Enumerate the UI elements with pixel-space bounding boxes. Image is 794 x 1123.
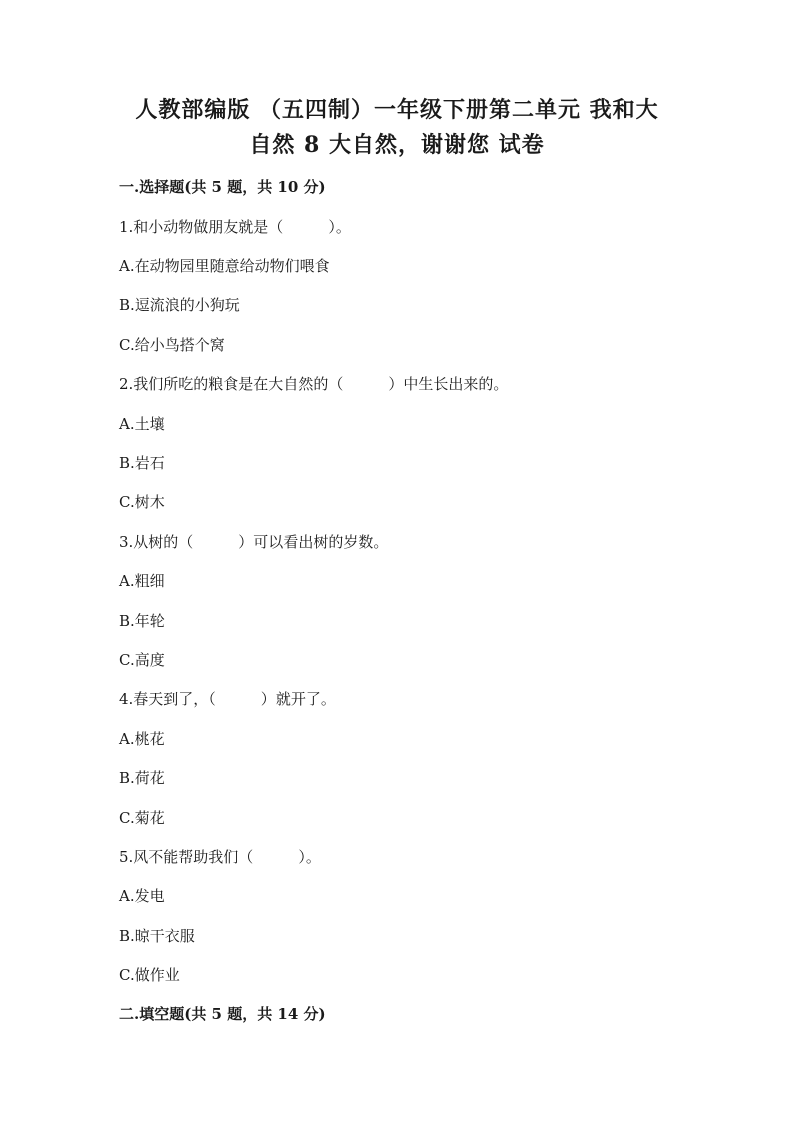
question-option: B.晾干衣服 <box>119 927 195 945</box>
page-title-line-1: 人教部编版 （五四制）一年级下册第二单元 我和大 <box>135 97 659 123</box>
question-option: A.土壤 <box>119 415 165 433</box>
question-stem: 3.从树的（ ）可以看出树的岁数。 <box>119 533 389 551</box>
question-option: A.桃花 <box>119 730 165 748</box>
question-option: A.发电 <box>119 887 165 905</box>
question-stem: 2.我们所吃的粮食是在大自然的（ ）中生长出来的。 <box>119 375 509 393</box>
question-option: B.逗流浪的小狗玩 <box>119 296 240 314</box>
question-option: B.年轮 <box>119 612 165 630</box>
page-title-line-2: 自然 8 大自然，谢谢您 试卷 <box>249 132 545 158</box>
question-stem: 1.和小动物做朋友就是（ ）。 <box>119 218 351 236</box>
question-option: C.给小鸟搭个窝 <box>119 336 225 354</box>
question-option: B.荷花 <box>119 769 165 787</box>
question-stem: 5.风不能帮助我们（ ）。 <box>119 848 321 866</box>
question-option: C.做作业 <box>119 966 180 984</box>
question-option: C.树木 <box>119 493 165 511</box>
question-stem: 4.春天到了，（ ）就开了。 <box>119 690 336 708</box>
section-heading-choice: 一.选择题(共 5 题，共 10 分) <box>119 178 326 196</box>
question-option: C.高度 <box>119 651 165 669</box>
question-option: C.菊花 <box>119 809 165 827</box>
question-option: B.岩石 <box>119 454 165 472</box>
question-option: A.在动物园里随意给动物们喂食 <box>119 257 330 275</box>
question-option: A.粗细 <box>119 572 165 590</box>
section-heading-fill-blank: 二.填空题(共 5 题，共 14 分) <box>119 1005 326 1023</box>
